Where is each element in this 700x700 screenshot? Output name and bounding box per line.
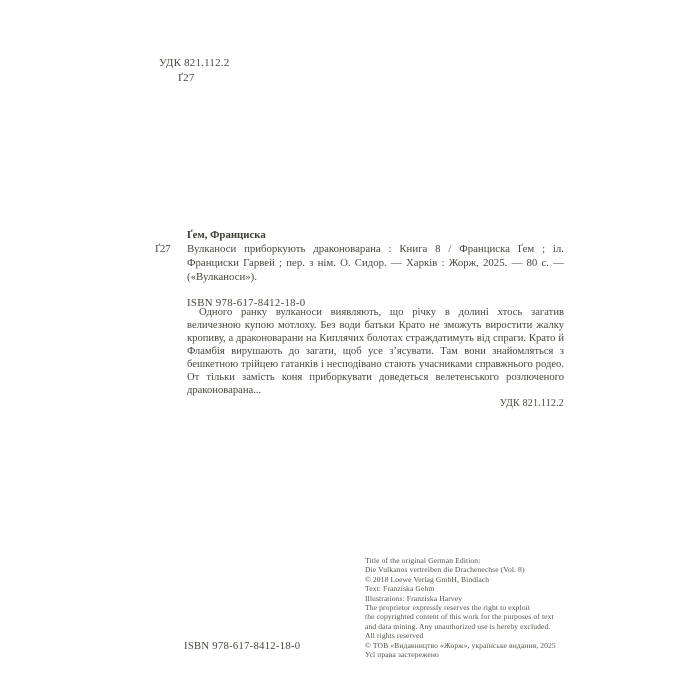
copyright-line: Усі права застережено [365,650,439,660]
catalog-description-line [155,242,564,284]
catalog-description: Вулканоси приборкують драконоварана : Книга 8 / Франциска Ґем ; іл. Франциски Гарвей ; пер. з нім. О. Сидор. — Харків : Жорж, 2025. — 80 с. — («Вулканоси»). [187,243,564,283]
udc-classification-block [159,56,229,86]
copyright-line: © 2018 Loewe Verlag GmbH, Bindlach [365,574,490,584]
copyright-line: Die Vulkanos vertreiben die Drachenechse (Vol. 8) [365,565,525,575]
footer-isbn: ISBN 978-617-8412-18-0 [184,641,301,652]
copyright-block [365,556,665,659]
author-sign-top: Ґ27 [178,72,195,84]
copyright-line: Illustrations: Franziska Harvey [365,593,463,603]
annotation-paragraph: Одного ранку вулканоси виявляють, що річку в долині хтось загатив величезною купою мотлоху. Без води батьки Крато не зможуть виростити жалку кропиву, а драконоварани на Киплячих болотах страждатимуть від спраги. Крато й Фламбія вирушають до загати, щоб усе з’ясувати. Там вони знайомляться з бешкетною трійцею гатанків і несподівано стають учасниками справжнього родео. От тільки замість коня приборкувати доведеться велетенського розлюченого драконоварана... [187,307,564,396]
copyright-line: the copyrighted content of this work for the purposes of text [365,612,554,622]
copyright-line: and data mining. Any unauthorized use is hereby excluded. [365,621,551,631]
copyright-line: © ТОВ «Видавництво «Жорж», українське видання, 2025 [365,640,556,650]
copyright-line: All rights reserved [365,631,424,641]
catalog-card [155,228,564,310]
copyright-line: Title of the original German Edition: [365,556,481,565]
udc-number-top: УДК 821.112.2 [159,57,230,69]
catalog-isbn: ISBN 978-617-8412-18-0 [187,297,306,309]
copyright-line: The proprietor expressly reserves the right to exploit [365,603,531,613]
udc-number-bottom: УДК 821.112.2 [499,398,564,409]
catalog-author: Ґем, Франциска [187,229,266,241]
copyright-line: Text: Franziska Gehm [365,584,435,594]
author-sign-card: Ґ27 [155,243,171,255]
